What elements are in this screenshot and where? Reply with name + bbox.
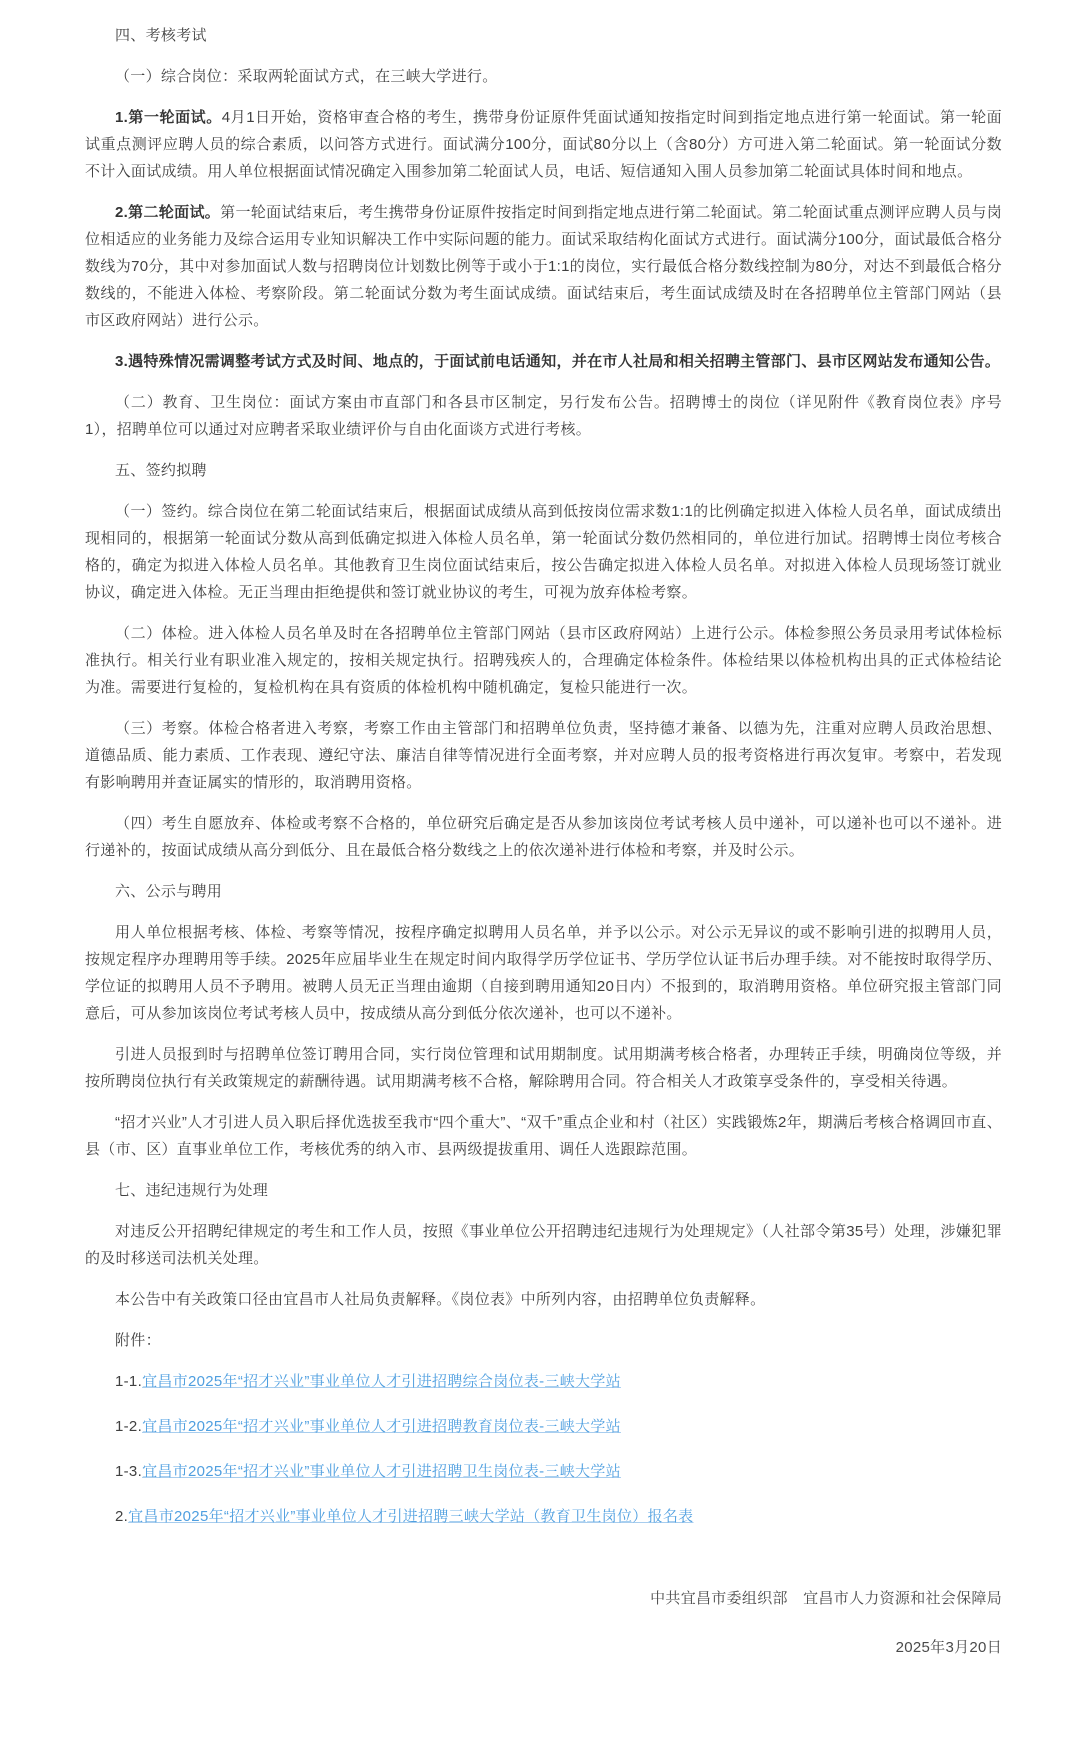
attachment-link-comprehensive-posts[interactable]: 宜昌市2025年“招才兴业”事业单位人才引进招聘综合岗位表-三峡大学站 <box>142 1373 621 1390</box>
attachment-item-education <box>85 1413 1002 1440</box>
para-special-cases: 3.遇特殊情况需调整考试方式及时间、地点的，于面试前电话通知，并在市人社局和相关招聘主管部门、县市区网站发布通知公告。 <box>115 353 1001 370</box>
para-physical-exam: （二）体检。进入体检人员名单及时在各招聘单位主管部门网站（县市区政府网站）上进行公示。体检参照公务员录用考试体检标准执行。相关行业有职业准入规定的，按相关规定执行。招聘残疾人的，合理确定体检条件。体检结果以体检机构出具的正式体检结论为准。需要进行复检的，复检机构在具有资质的体检机构中随机确定，复检只能进行一次。 <box>85 625 1002 696</box>
para-education-health-position: （二）教育、卫生岗位：面试方案由市直部门和各县市区制定，另行发布公告。招聘博士的岗位（详见附件《教育岗位表》序号1），招聘单位可以通过对应聘者采取业绩评价与自由化面谈方式进行考核。 <box>85 394 1002 438</box>
para-publicity-employment: 用人单位根据考核、体检、考察等情况，按程序确定拟聘用人员名单，并予以公示。对公示无异议的或不影响引进的拟聘用人员，按规定程序办理聘用等手续。2025年应届毕业生在规定时间内取得学历学位证书、学历学位认证书后办理手续。对不能按时取得学历、学位证的拟聘用人员不予聘用。被聘人员无正当理由逾期（自接到聘用通知20日内）不报到的，取消聘用资格。单位研究报主管部门同意后，可从参加该岗位考试考核人员中，按成绩从高分到低分依次递补，也可以不递补。 <box>85 924 1002 1022</box>
section-4-heading: 四、考核考试 <box>115 27 207 44</box>
section-5-heading: 五、签约拟聘 <box>115 462 207 479</box>
attachment-link-education-posts[interactable]: 宜昌市2025年“招才兴业”事业单位人才引进招聘教育岗位表-三峡大学站 <box>142 1418 621 1435</box>
issue-date: 2025年3月20日 <box>895 1639 1002 1656</box>
para-talent-program: “招才兴业”人才引进人员入职后择优选拔至我市“四个重大”、“双千”重点企业和村（社区）实践锻炼2年，期满后考核合格调回市直、县（市、区）直事业单位工作，考核优秀的纳入市、县两级提拔重用、调任人选跟踪范围。 <box>85 1114 1002 1158</box>
para-violation-handling: 对违反公开招聘纪律规定的考生和工作人员，按照《事业单位公开招聘违纪违规行为处理规定》（人社部令第35号）处理，涉嫌犯罪的及时移送司法机关处理。 <box>85 1223 1002 1267</box>
para-inspection: （三）考察。体检合格者进入考察，考察工作由主管部门和招聘单位负责，坚持德才兼备、以德为先，注重对应聘人员政治思想、道德品质、能力素质、工作表现、遵纪守法、廉洁自律等情况进行全面考察，并对应聘人员的报考资格进行再次复审。考察中，若发现有影响聘用并查证属实的情形的，取消聘用资格。 <box>85 720 1002 791</box>
attachment-prefix: 1-2. <box>115 1418 143 1435</box>
para-signing: （一）签约。综合岗位在第二轮面试结束后，根据面试成绩从高到低按岗位需求数1:1的比例确定拟进入体检人员名单，面试成绩出现相同的，根据第一轮面试分数从高到低确定拟进入体检人员名单，第一轮面试分数仍然相同的，单位进行加试。招聘博士岗位考核合格的，确定为拟进入体检人员名单。其他教育卫生岗位面试结束后，按公告确定拟进入体检人员名单。对拟进入体检人员现场签订就业协议，确定进入体检。无正当理由拒绝提供和签订就业协议的考生，可视为放弃体检考察。 <box>85 503 1002 601</box>
para-second-round-text: 第一轮面试结束后，考生携带身份证原件按指定时间到指定地点进行第二轮面试。第二轮面试重点测评应聘人员与岗位相适应的业务能力及综合运用专业知识解决工作中实际问题的能力。面试采取结构化面试方式进行。面试满分100分，面试最低合格分数线为70分，其中对参加面试人数与招聘岗位计划数比例等于或小于1:1的岗位，实行最低合格分数线控制为80分，对达不到最低合格分数线的，不能进入体检、考察阶段。第二轮面试分数为考生面试成绩。面试结束后，考生面试成绩及时在各招聘单位主管部门网站（县市区政府网站）进行公示。 <box>85 204 1002 329</box>
para-first-round-text: 4月1日开始，资格审查合格的考生，携带身份证原件凭面试通知按指定时间到指定地点进行第一轮面试。第一轮面试重点测评应聘人员的综合素质，以问答方式进行。面试满分100分，面试80分以上（含80分）方可进入第二轮面试。第一轮面试分数不计入面试成绩。用人单位根据面试情况确定入围参加第二轮面试人员，电话、短信通知入围人员参加第二轮面试具体时间和地点。 <box>85 109 1002 180</box>
attachment-link-health-posts[interactable]: 宜昌市2025年“招才兴业”事业单位人才引进招聘卫生岗位表-三峡大学站 <box>142 1463 621 1480</box>
para-second-round-interview <box>85 199 1002 334</box>
para-replacement: （四）考生自愿放弃、体检或考察不合格的，单位研究后确定是否从参加该岗位考试考核人员中递补，可以递补也可以不递补。进行递补的，按面试成绩从高分到低分、且在最低合格分数线之上的依次递补进行体检和考察，并及时公示。 <box>85 815 1002 859</box>
attachment-item-comprehensive <box>85 1368 1002 1395</box>
attachment-item-health <box>85 1458 1002 1485</box>
para-interpretation: 本公告中有关政策口径由宜昌市人社局负责解释。《岗位表》中所列内容，由招聘单位负责解释。 <box>115 1291 766 1308</box>
attachment-prefix: 1-3. <box>115 1463 143 1480</box>
attachments-label: 附件： <box>115 1332 161 1349</box>
issuer-line: 中共宜昌市委组织部 宜昌市人力资源和社会保障局 <box>650 1590 1002 1607</box>
para-general-position: （一）综合岗位：采取两轮面试方式，在三峡大学进行。 <box>115 68 498 85</box>
attachment-prefix: 2. <box>115 1508 129 1525</box>
section-6-heading: 六、公示与聘用 <box>115 883 223 900</box>
attachment-item-registration-form <box>85 1503 1002 1530</box>
section-7-heading: 七、违纪违规行为处理 <box>115 1182 269 1199</box>
para-contract: 引进人员报到时与招聘单位签订聘用合同，实行岗位管理和试用期制度。试用期满考核合格者，办理转正手续，明确岗位等级，并按所聘岗位执行有关政策规定的薪酬待遇。试用期满考核不合格，解除聘用合同。符合相关人才政策享受条件的，享受相关待遇。 <box>85 1046 1002 1090</box>
para-first-round-interview <box>85 104 1002 185</box>
para-second-round-lead: 2.第二轮面试。 <box>115 204 221 221</box>
attachment-prefix: 1-1. <box>115 1373 143 1390</box>
attachment-link-registration-form[interactable]: 宜昌市2025年“招才兴业”事业单位人才引进招聘三峡大学站（教育卫生岗位）报名表 <box>128 1508 694 1525</box>
para-first-round-lead: 1.第一轮面试。 <box>115 109 222 126</box>
